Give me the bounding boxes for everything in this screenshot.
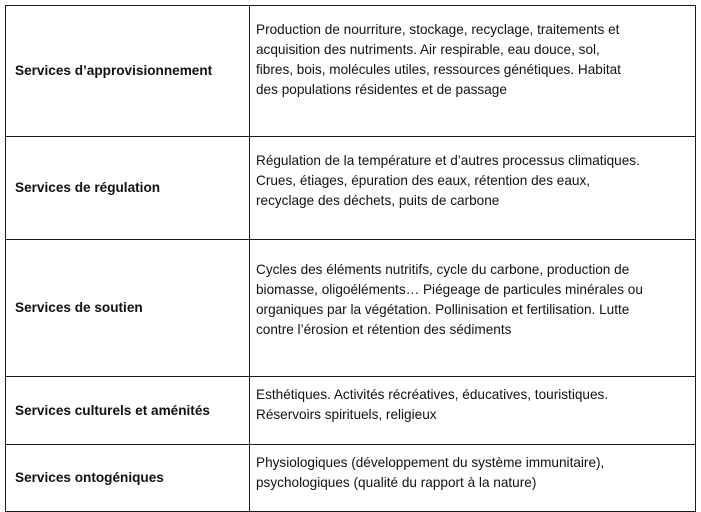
description-line: psychologiques (qualité du rapport à la nature) xyxy=(256,475,537,490)
description-line: acquisition des nutriments. Air respirable, eau douce, sol, xyxy=(256,42,600,57)
ecosystem-services-table-container xyxy=(5,5,695,512)
table-row xyxy=(6,445,696,512)
description-line: contre l’érosion et rétention des sédiments xyxy=(256,322,512,337)
description-line: Production de nourriture, stockage, recyclage, traitements et xyxy=(256,22,620,37)
service-category-label: Services de soutien xyxy=(6,240,250,377)
description-line: Crues, étiages, épuration des eaux, rétention des eaux, xyxy=(256,173,591,188)
description-line: Régulation de la température et d’autres processus climatiques. xyxy=(256,153,640,168)
description-line: Réservoirs spirituels, religieux xyxy=(256,407,437,422)
service-description xyxy=(250,137,696,240)
service-category-label: Services d’approvisionnement xyxy=(6,6,250,137)
table-row xyxy=(6,377,696,445)
description-line: Physiologiques (développement du système immunitaire), xyxy=(256,455,605,470)
table-row xyxy=(6,6,696,137)
service-description xyxy=(250,445,696,512)
description-line: fibres, bois, molécules utiles, ressources génétiques. Habitat xyxy=(256,62,621,77)
description-line: organiques par la végétation. Pollinisation et fertilisation. Lutte xyxy=(256,302,630,317)
service-description xyxy=(250,6,696,137)
table-row xyxy=(6,137,696,240)
description-line: Esthétiques. Activités récréatives, éducatives, touristiques. xyxy=(256,387,609,402)
service-description xyxy=(250,377,696,445)
description-line: recyclage des déchets, puits de carbone xyxy=(256,193,500,208)
service-category-label: Services de régulation xyxy=(6,137,250,240)
service-category-label: Services ontogéniques xyxy=(6,445,250,512)
description-line: des populations résidentes et de passage xyxy=(256,82,507,97)
description-line: Cycles des éléments nutritifs, cycle du carbone, production de xyxy=(256,262,630,277)
description-line: biomasse, oligoéléments… Piégeage de particules minérales ou xyxy=(256,282,643,297)
service-description xyxy=(250,240,696,377)
ecosystem-services-table xyxy=(5,5,696,512)
table-row xyxy=(6,240,696,377)
service-category-label: Services culturels et aménités xyxy=(6,377,250,445)
